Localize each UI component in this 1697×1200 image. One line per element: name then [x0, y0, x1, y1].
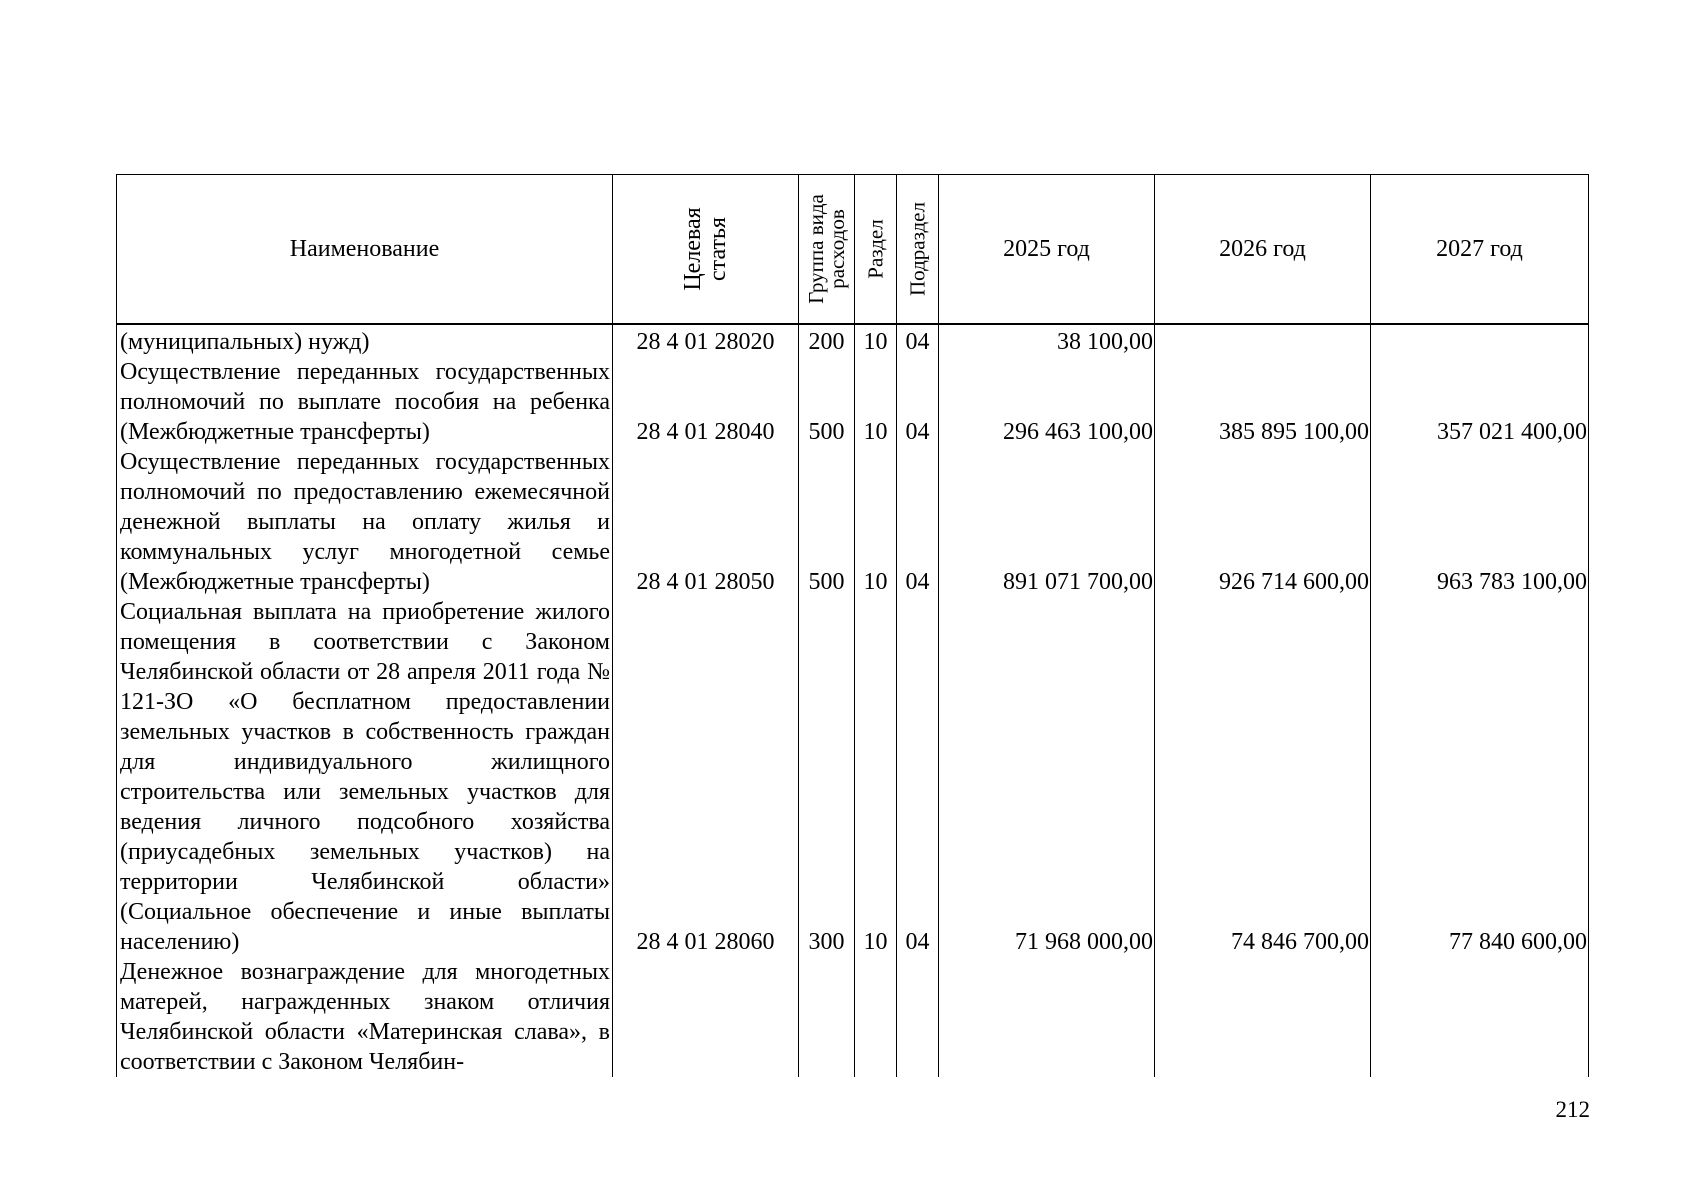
header-target-article — [613, 175, 799, 325]
header-year-2027 — [1371, 175, 1589, 325]
row-expense-group: 500 — [799, 357, 855, 447]
header-target-line2: статья — [704, 217, 731, 281]
page-number: 212 — [1555, 1097, 1590, 1122]
table-row — [117, 957, 1589, 1077]
header-name — [117, 175, 613, 325]
header-name-label: Наименование — [289, 236, 440, 262]
table-row — [117, 447, 1589, 597]
row-amount-2026: 385 895 100,00 — [1155, 357, 1371, 447]
header-section-label: Раздел — [863, 219, 887, 279]
header-target-line1: Целевая — [679, 207, 706, 291]
row-amount-2027: 77 840 600,00 — [1371, 597, 1589, 957]
row-name: Денежное вознаграждение для многодетных матерей, награжденных знаком отличия Челябинской области «Материнская слава», в соответствии с Законом Челябин- — [117, 957, 613, 1077]
header-year-2026 — [1155, 175, 1371, 325]
row-subsection: 04 — [897, 324, 939, 357]
header-subsection-label: Подраздел — [905, 202, 929, 296]
header-row — [117, 175, 1589, 325]
row-amount-2027: 963 783 100,00 — [1371, 447, 1589, 597]
row-expense-group — [799, 957, 855, 1077]
table-row — [117, 357, 1589, 447]
row-amount-2025: 891 071 700,00 — [939, 447, 1155, 597]
row-section: 10 — [855, 357, 897, 447]
header-group-line1: Группа вида — [803, 194, 828, 304]
row-amount-2027: 357 021 400,00 — [1371, 357, 1589, 447]
row-target-article: 28 4 01 28050 — [613, 447, 799, 597]
header-year-2025 — [939, 175, 1155, 325]
row-section — [855, 957, 897, 1077]
row-section: 10 — [855, 597, 897, 957]
row-amount-2026: 926 714 600,00 — [1155, 447, 1371, 597]
row-name: Осуществление переданных государственных полномочий по предоставлению ежемесячной денежной выплаты на оплату жилья и коммунальных услуг многодетной семье (Межбюджетные трансферты) — [117, 447, 613, 597]
row-name: Социальная выплата на приобретение жилого помещения в соответствии с Законом Челябинской области от 28 апреля 2011 года № 121-ЗО «О бесплатном предоставлении земельных участков в собственность граждан для индивидуального жилищного строительства или земельных участков для ведения личного подсобного хозяйства (приусадебных земельных участков) на территории Челябинской области» (Социальное обеспечение и иные выплаты населению) — [117, 597, 613, 957]
row-subsection: 04 — [897, 597, 939, 957]
row-name: Осуществление переданных государственных полномочий по выплате пособия на ребенка (Межбюджетные трансферты) — [117, 357, 613, 447]
row-expense-group: 500 — [799, 447, 855, 597]
row-amount-2027 — [1371, 957, 1589, 1077]
row-expense-group: 300 — [799, 597, 855, 957]
row-amount-2026 — [1155, 957, 1371, 1077]
header-year-2025-label: 2025 год — [1003, 236, 1090, 262]
row-expense-group: 200 — [799, 324, 855, 357]
row-subsection — [897, 957, 939, 1077]
row-amount-2027 — [1371, 324, 1589, 357]
row-subsection: 04 — [897, 447, 939, 597]
row-target-article: 28 4 01 28040 — [613, 357, 799, 447]
row-section: 10 — [855, 324, 897, 357]
table-header — [117, 175, 1589, 325]
row-target-article: 28 4 01 28060 — [613, 597, 799, 957]
table-row — [117, 597, 1589, 957]
row-name: (муниципальных) нужд) — [117, 324, 613, 357]
row-amount-2025: 38 100,00 — [939, 324, 1155, 357]
header-section — [855, 175, 897, 325]
header-year-2027-label: 2027 год — [1436, 236, 1523, 262]
table-body — [117, 324, 1589, 1077]
table-row — [117, 324, 1589, 357]
header-subsection — [897, 175, 939, 325]
header-expense-group — [799, 175, 855, 325]
header-year-2026-label: 2026 год — [1219, 236, 1306, 262]
row-target-article — [613, 957, 799, 1077]
row-amount-2025: 71 968 000,00 — [939, 597, 1155, 957]
row-amount-2026: 74 846 700,00 — [1155, 597, 1371, 957]
header-group-line2: расходов — [824, 209, 849, 289]
row-amount-2025 — [939, 957, 1155, 1077]
budget-table — [116, 174, 1589, 1077]
row-section: 10 — [855, 447, 897, 597]
row-amount-2025: 296 463 100,00 — [939, 357, 1155, 447]
row-amount-2026 — [1155, 324, 1371, 357]
row-subsection: 04 — [897, 357, 939, 447]
row-target-article: 28 4 01 28020 — [613, 324, 799, 357]
